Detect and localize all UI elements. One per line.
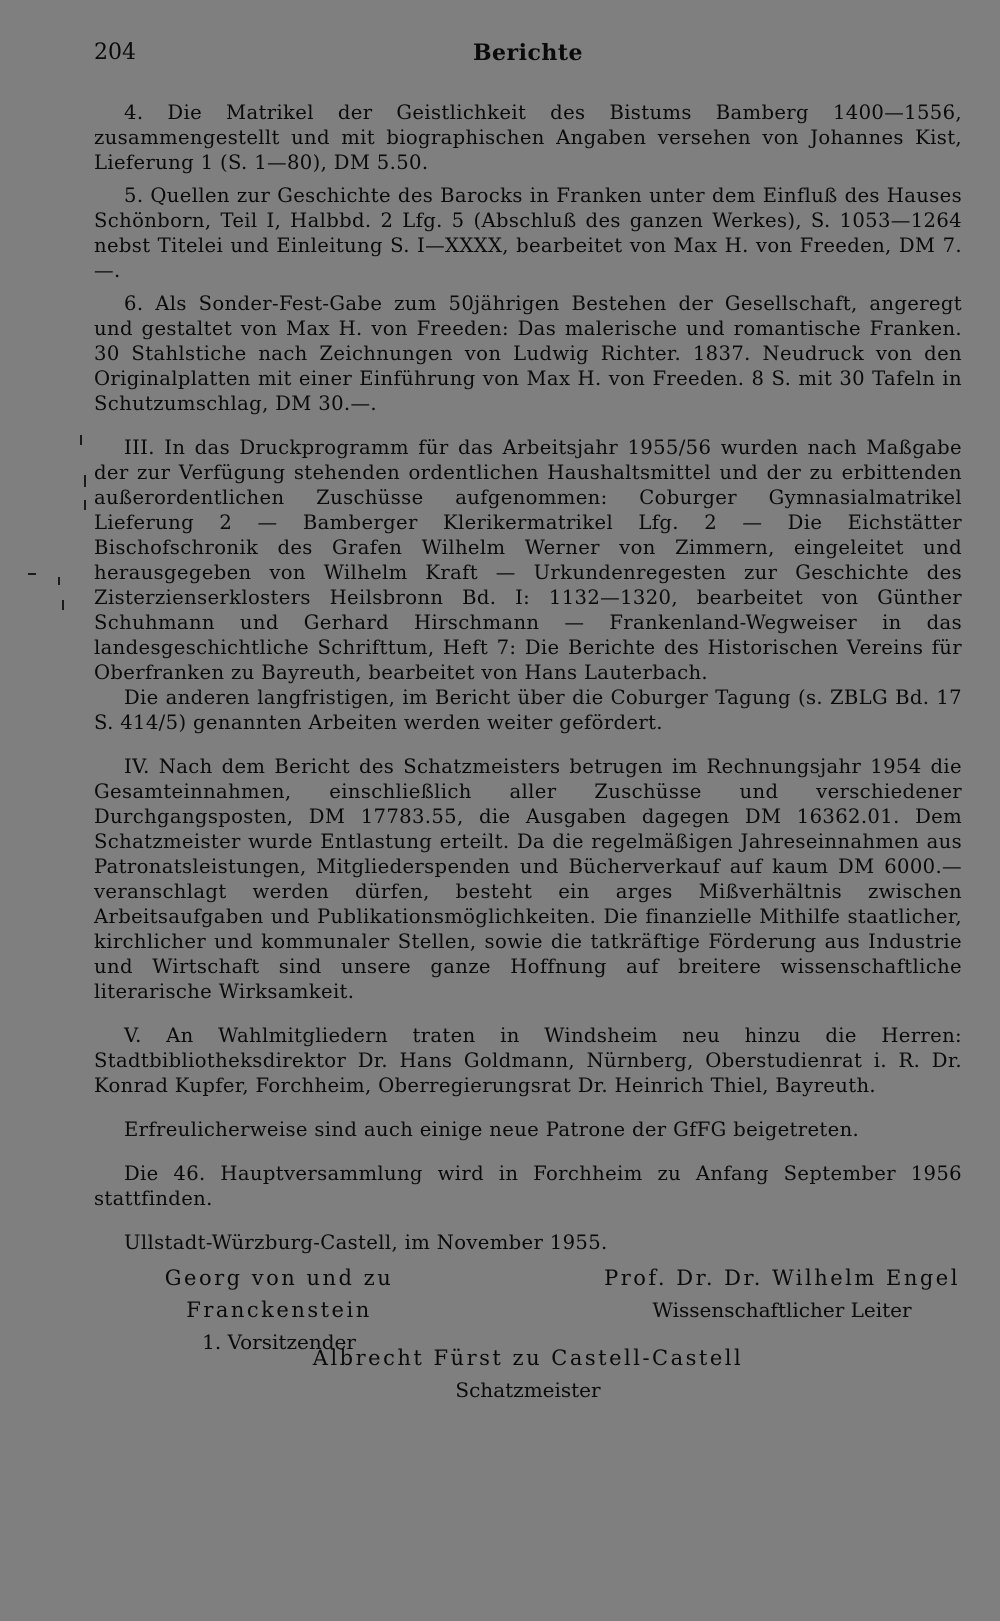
assembly-paragraph: Die 46. Hauptversammlung wird in Forchheim zu Anfang September 1956 stattfinden. xyxy=(94,1162,962,1210)
report-body xyxy=(94,100,962,1255)
scan-speck xyxy=(84,475,86,487)
section-iv-paragraph: IV. Nach dem Bericht des Schatzmeisters betrugen im Rechnungsjahr 1954 die Gesamteinnahmen, einschließlich aller Zuschüsse und verschiedener Durchgangsposten, DM 17783.55, die Ausgaben dagegen DM 16362.01. Dem Schatzmeister wurde Entlastung erteilt. Da die regelmäßigen Jahreseinnahmen aus Patronatsleistungen, Mitgliederspenden und Bücherverkauf auf kaum DM 6000.— veranschlagt werden dürfen, besteht ein arges Mißverhältnis zwischen Arbeitsaufgaben und Publikationsmöglichkeiten. Die finanzielle Mithilfe staatlicher, kirchlicher und kommunaler Stellen, sowie die tatkräftige Förderung aus Industrie und Wirtschaft sind unsere ganze Hoffnung auf breitere wissenschaftliche literarische Wirksamkeit. xyxy=(94,755,962,1003)
signatory-name: Georg von und zu Franckenstein xyxy=(164,1266,394,1322)
list-item-6: 6. Als Sonder-Fest-Gabe zum 50jährigen Bestehen der Gesellschaft, angeregt und gestaltet von Max H. von Freeden: Das malerische und romantische Franken. 30 Stahlstiche nach Zeichnungen von Ludwig Richter. 1837. Neudruck von den Originalplatten mit einer Einführung von Max H. von Freeden. 8 S. mit 30 Tafeln in Schutzumschlag, DM 30.—. xyxy=(94,292,962,415)
patrons-paragraph: Erfreulicherweise sind auch einige neue Patrone der GfFG beigetreten. xyxy=(124,1118,860,1141)
scan-speck xyxy=(84,500,86,510)
signatory-name: Albrecht Fürst zu Castell-Castell xyxy=(312,1346,744,1370)
signatory-role: 1. Vorsitzender xyxy=(202,1330,356,1354)
signatory-role: Schatzmeister xyxy=(455,1378,601,1402)
scan-speck xyxy=(58,577,60,585)
scan-speck xyxy=(28,573,36,575)
page-header xyxy=(94,40,962,74)
section-iii-continuation: Die anderen langfristigen, im Bericht über die Coburger Tagung (s. ZBLG Bd. 17 S. 414/5) genannten Arbeiten werden weiter gefördert. xyxy=(94,686,962,734)
running-title: Berichte xyxy=(472,40,584,66)
scan-speck xyxy=(80,435,82,445)
signature-center xyxy=(94,1342,962,1406)
page-number: 204 xyxy=(94,40,136,65)
signature-right xyxy=(602,1262,962,1326)
section-v-paragraph: V. An Wahlmitgliedern traten in Windsheim neu hinzu die Herren: Stadtbibliotheksdirektor Dr. Hans Goldmann, Nürnberg, Oberstudienrat i. R. Dr. Konrad Kupfer, Forchheim, Oberregierungsrat Dr. Heinrich Thiel, Bayreuth. xyxy=(94,1024,962,1097)
section-iii-paragraph: III. In das Druckprogramm für das Arbeitsjahr 1955/56 wurden nach Maßgabe der zur Verfügung stehenden ordentlichen Haushaltsmittel und der zu erbittenden außerordentlichen Zuschüsse aufgenommen: Coburger Gymnasialmatrikel Lieferung 2 — Bamberger Klerikermatrikel Lfg. 2 — Die Eichstätter Bischofschronik des Grafen Wilhelm Werner von Zimmern, eingeleitet und herausgegeben von Wilhelm Kraft — Urkundenregesten zur Geschichte des Zisterzienserklosters Heilsbronn Bd. I: 1132—1320, bearbeitet von Günther Schuhmann und Gerhard Hirschmann — Frankenland-Wegweiser in das landesgeschichtliche Schrifttum, Heft 7: Die Berichte des Historischen Vereins für Oberfranken zu Bayreuth, bearbeitet von Hans Lauterbach. xyxy=(94,436,962,684)
signatory-role: Wissenschaftlicher Leiter xyxy=(652,1298,912,1322)
list-item-5: 5. Quellen zur Geschichte des Barocks in Franken unter dem Einfluß des Hauses Schönborn, Teil I, Halbbd. 2 Lfg. 5 (Abschluß des ganzen Werkes), S. 1053—1264 nebst Titelei und Einleitung S. I—XXXX, bearbeitet von Max H. von Freeden, DM 7.—. xyxy=(94,184,962,282)
dateline: Ullstadt-Würzburg-Castell, im November 1955. xyxy=(124,1231,608,1254)
list-item-4: 4. Die Matrikel der Geistlichkeit des Bistums Bamberg 1400—1556, zusammengestellt und mit biographischen Angaben versehen von Johannes Kist, Lieferung 1 (S. 1—80), DM 5.50. xyxy=(94,101,962,174)
signatory-name: Prof. Dr. Dr. Wilhelm Engel xyxy=(604,1266,960,1290)
scan-speck xyxy=(62,600,64,610)
